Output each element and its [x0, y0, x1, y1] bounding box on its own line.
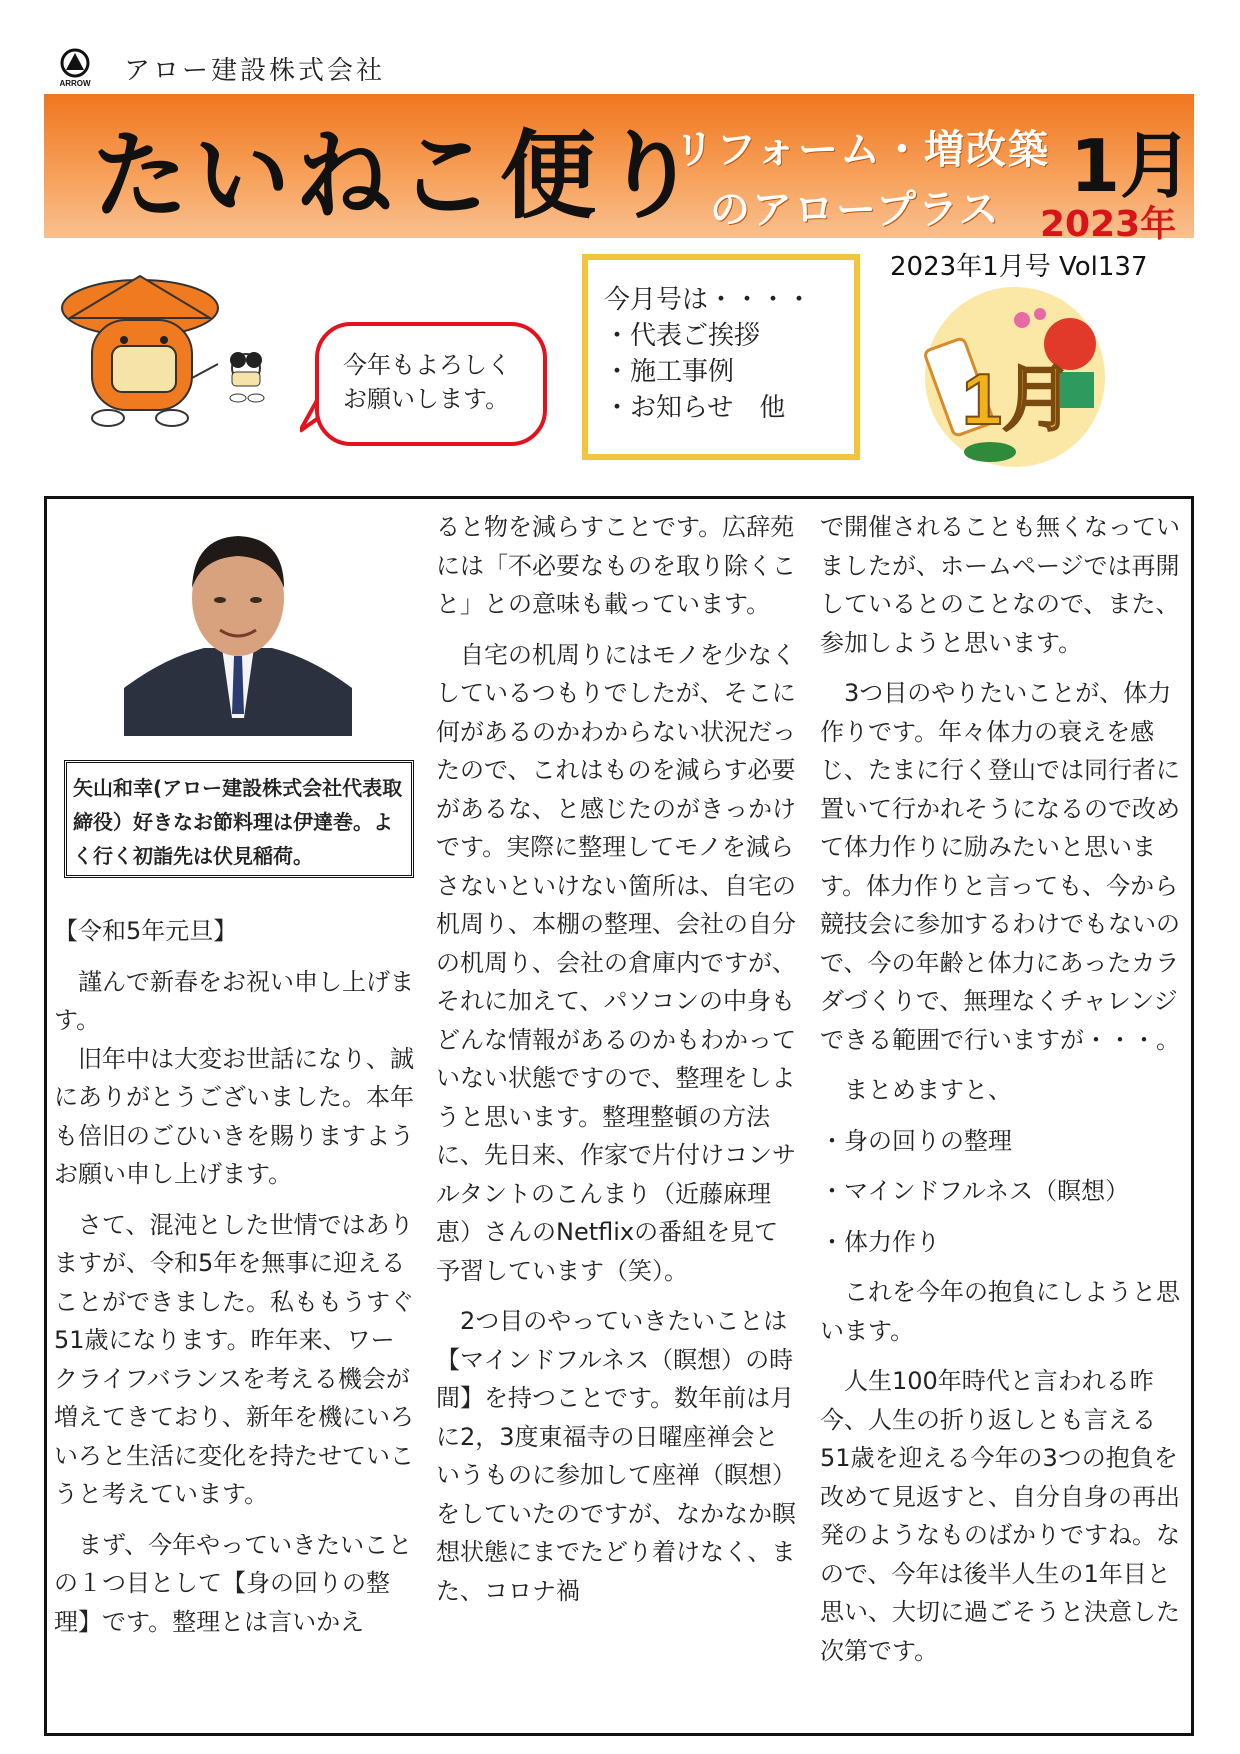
issue-year: 2023年	[1040, 204, 1177, 245]
company-name: アロー建設株式会社	[124, 56, 386, 86]
resolution-item: ・体力作り	[820, 1227, 940, 1256]
contents-item: ・お知らせ 他	[604, 393, 786, 423]
resolution-item: ・マインドフルネス（瞑想）	[820, 1177, 1130, 1205]
article-column-2	[436, 508, 796, 1610]
issue-month: 1月	[1070, 124, 1193, 208]
resolution-item: ・身の回りの整理	[820, 1126, 1012, 1155]
badge-text: 1月	[961, 360, 1075, 440]
newsletter-title: たいねこ便り	[92, 119, 704, 232]
article-paragraph: まとめますと、	[844, 1076, 1012, 1104]
issue-volume: 2023年1月号 Vol137	[890, 252, 1148, 282]
article-paragraph: 人生100年時代と言われる昨今、人生の折り返しとも言える51歳を迎える今年の3つの抱負を改めて見返すと、自分自身の再出発のようなものばかりですね。なので、今年は後半人生の1年目と思い、大切に過ごそうと決意した次第です。	[820, 1367, 1180, 1665]
contents-heading: 今月号は・・・・	[604, 285, 813, 315]
article-paragraph: 旧年中は大変お世話になり、誠にありがとうございました。本年も倍旧のごひいきを賜りますようお願い申し上げます。	[54, 1044, 414, 1188]
cat-house-mascot-illustration	[60, 268, 310, 438]
logo-text: ARROW	[59, 79, 91, 88]
article-paragraph: 【令和5年元旦】	[54, 917, 238, 945]
article-paragraph: 謹んで新春をお祝い申し上げます。	[54, 967, 414, 1034]
president-portrait-photo	[124, 518, 352, 736]
greeting-line1: 今年もよろしく	[343, 351, 511, 379]
article-column-3	[820, 508, 1182, 1670]
arrow-logo-icon	[56, 48, 94, 88]
article-paragraph: 自宅の机周りにはモノを少なくしているつもりでしたが、そこに何があるのかわからない状況だったので、これはものを減らす必要があるな、と感じたのがきっかけです。実際に整理してモノを減らさないといけない箇所は、自宅の机周り、本棚の整理、会社の自分の机周り、会社の倉庫内ですが、それに加えて、パソコンの中身もどんな情報があるのかもわかっていない状態ですので、整理をしようと思います。整理整頓の方法に、先日来、作家で片付けコンサルタントのこんまり（近藤麻理恵）さんのNetflixの番組を見て予習しています（笑）。	[436, 640, 796, 1285]
greeting-speech-bubble	[315, 322, 547, 446]
article-paragraph: 2つ目のやっていきたいことは【マインドフルネス（瞑想）の時間】を持つことです。数年前は月に2，3度東福寺の日曜座禅会というものに参加して座禅（瞑想）をしていたのですが、なかなか瞑想状態にまでたどり着けなく、また、コロナ禍	[436, 1307, 796, 1605]
january-badge-icon	[920, 282, 1110, 472]
subtitle-line1: リフォーム・増改築	[674, 127, 1050, 173]
contents-item: ・施工事例	[604, 357, 735, 387]
contents-item: ・代表ご挨拶	[604, 321, 761, 351]
article-paragraph: 3つ目のやりたいことが、体力作りです。年々体力の衰えを感じ、たまに行く登山では同行者に置いて行かれそうになるので改めて体力作りに励みたいと思います。体力作りと言っても、今から競技会に参加するわけでもないので、今の年齢と体力にあったカラダづくりで、無理なくチャレンジできる範囲で行いますが・・・。	[820, 679, 1180, 1054]
greeting-line2: お願いします。	[343, 385, 510, 413]
article-paragraph: これを今年の抱負にしようと思います。	[820, 1278, 1180, 1345]
president-caption: 矢山和幸(アロー建設株式会社代表取締役）好きなお節料理は伊達巻。よく行く初詣先は伏見稲荷。	[64, 760, 414, 878]
subtitle-line2: のアロープラス	[710, 187, 1001, 233]
article-paragraph: まず、今年やっていきたいことの１つ目として【身の回りの整理】です。整理とは言いかえ	[54, 1530, 413, 1636]
article-column-1	[54, 912, 414, 1641]
article-paragraph: ると物を減らすことです。広辞苑には「不必要なものを取り除くこと」との意味も載っています。	[436, 513, 796, 618]
article-paragraph: で開催されることも無くなっていましたが、ホームページでは再開しているとのことなので、また、参加しようと思います。	[820, 513, 1180, 657]
contents-box	[582, 254, 860, 460]
article-paragraph: さて、混沌とした世情ではありますが、令和5年を無事に迎えることができました。私ももうすぐ51歳になります。昨年来、ワークライフバランスを考える機会が増えてきており、新年を機にいろいろと生活に変化を持たせていこうと考えています。	[54, 1210, 414, 1508]
